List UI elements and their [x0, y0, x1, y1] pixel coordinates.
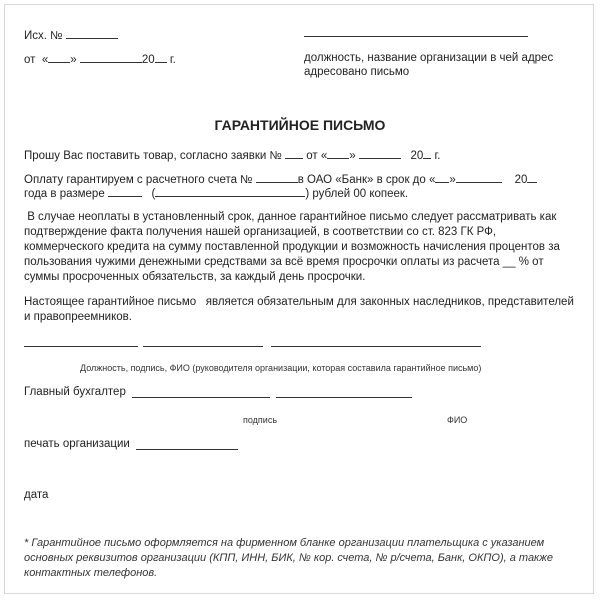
- outgoing-number-label: Исх. №: [24, 30, 63, 42]
- day-field: [48, 51, 70, 63]
- addressee-line: [304, 36, 528, 37]
- account-number-field: [256, 171, 298, 183]
- signature-caption: подпись: [243, 415, 278, 425]
- request-line: Прошу Вас поставить товар, согласно заявки № от « » 20 г.: [24, 147, 440, 163]
- month-field: [80, 51, 142, 63]
- chief-accountant-name-line: [276, 397, 412, 398]
- head-position-line: [24, 346, 138, 347]
- payment-line-1: Оплату гарантируем с расчетного счета № в ОАО «Банк» в срок до « » 20: [24, 171, 537, 187]
- addressee-caption-line1: должность, название организации в чей адрес: [304, 52, 554, 64]
- request-month-field: [359, 147, 401, 159]
- chief-accountant-signature-line: [132, 397, 270, 398]
- seal-line: [136, 449, 238, 450]
- chief-accountant-label: Главный бухгалтер: [24, 386, 126, 398]
- name-caption: ФИО: [447, 415, 468, 425]
- year-field: [155, 51, 167, 63]
- seal-label: печать организации: [24, 438, 130, 450]
- head-signature-caption: Должность, подпись, ФИО (руководителя организации, которая составила гарантийное письмо): [80, 363, 482, 373]
- binding-paragraph: Настоящее гарантийное письмо является обязательным для законных наследников, представителей и правопреемников.: [24, 296, 574, 323]
- nonpayment-paragraph: В случае неоплаты в установленный срок, данное гарантийное письмо следует рассматривать как подтверждение факта получения нашей организацией, в соответствии со ст. 823 ГК РФ, коммерческого кредита на сумму поставленной продукции и возможность начисления процентов за пользования чужими денежными средствами за всё время просрочки оплаты из расчета __ % от суммы просроченных обязательств, за каждый день просрочки.: [24, 211, 560, 283]
- payment-month-field: [456, 171, 502, 183]
- date-prefix: от: [24, 54, 36, 66]
- date-label: дата: [24, 489, 49, 501]
- head-name-line: [271, 346, 481, 347]
- addressee-caption-line2: адресовано письмо: [304, 66, 410, 78]
- amount-field: [108, 185, 142, 197]
- head-signature-line: [143, 346, 263, 347]
- outgoing-number-field: [66, 27, 118, 39]
- page-title: ГАРАНТИЙНОЕ ПИСЬМО: [214, 117, 386, 133]
- payment-year-field: [527, 171, 537, 183]
- request-number-field: [285, 147, 303, 159]
- payment-day-field: [435, 171, 449, 183]
- request-day-field: [327, 147, 349, 159]
- payment-line-2: года в размере ( ) рублей 00 копеек.: [24, 185, 408, 201]
- outgoing-number-row: [24, 27, 118, 43]
- amount-words-field: [155, 185, 305, 197]
- outgoing-date-row: от « » 20 г.: [24, 51, 176, 67]
- footnote: * Гарантийное письмо оформляется на фирменном бланке организации плательщика с указанием основных реквизитов организации (КПП, ИНН, БИК, № кор. счета, № р/счета, Банк, ОКПО), а также контактных телефонов.: [24, 537, 553, 579]
- request-year-field: [423, 147, 431, 159]
